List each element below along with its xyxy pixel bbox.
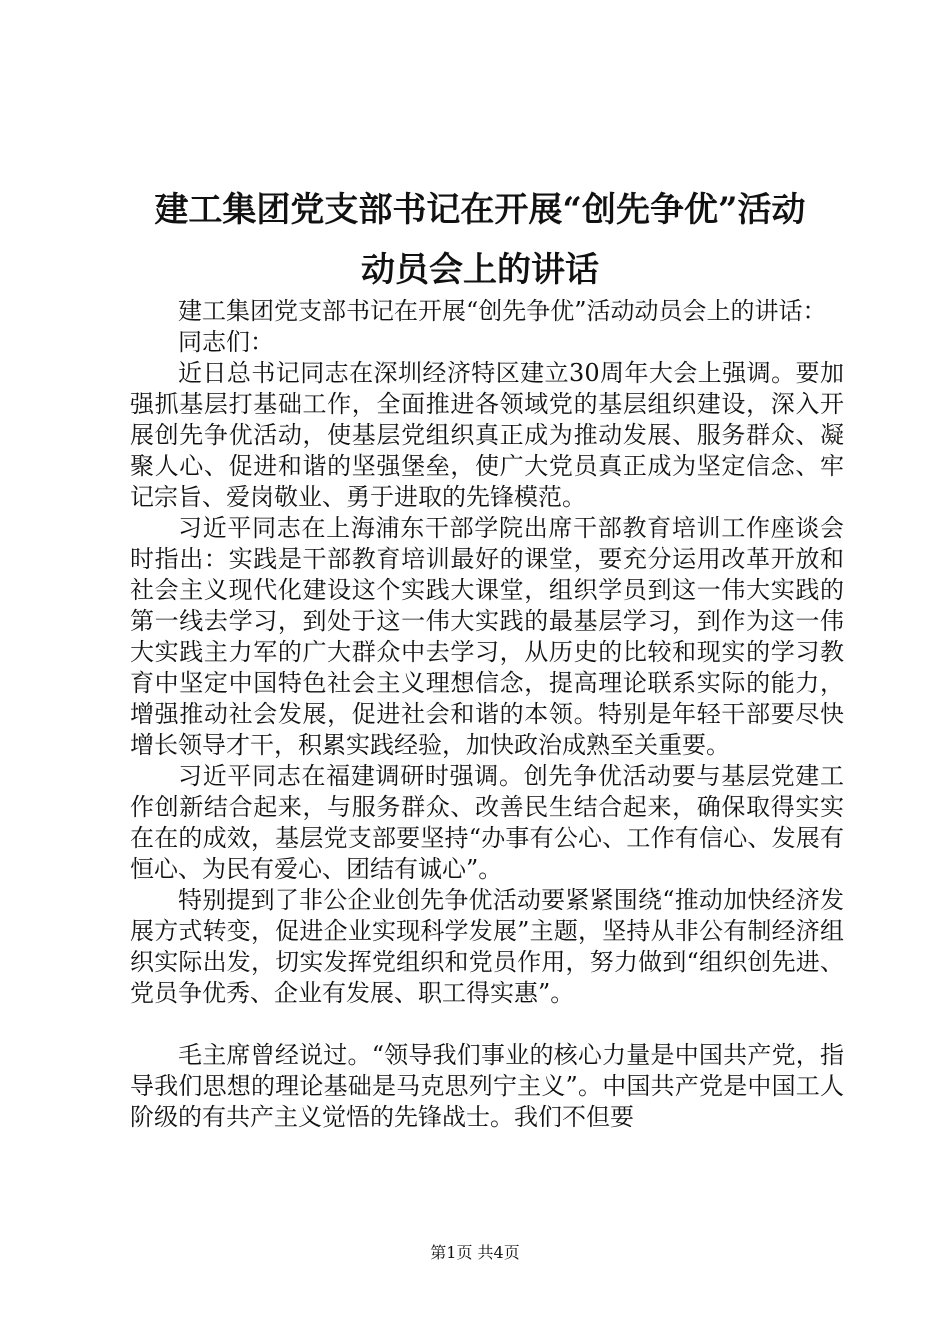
page-number-footer: 第1页 共4页 (430, 1243, 520, 1262)
paragraph: 习近平同志在上海浦东干部学院出席干部教育培训工作座谈会时指出：实践是干部教育培训最好的课堂，要充分运用改革开放和社会主义现代化建设这个实践大课堂，组织学员到这一伟大实践的第一线去学习，到处于这一伟大实践的最基层学习，到作为这一伟大实践主力军的广大群众中去学习，从历史的比较和现实的学习教育中坚定中国特色社会主义理想信念，提高理论联系实际的能力，增强推动社会发展，促进社会和谐的本领。特别是年轻干部要尽快增长领导才干，积累实践经验，加快政治成熟至关重要。 (130, 514, 844, 759)
document-title-line-2: 动员会上的讲话 (361, 250, 599, 290)
document-title-line-1: 建工集团党支部书记在开展“创先争优”活动 (154, 190, 806, 230)
paragraph-intro: 建工集团党支部书记在开展“创先争优”活动动员会上的讲话： (178, 297, 827, 325)
paragraph-salutation: 同志们： (178, 328, 274, 356)
paragraph: 毛主席曾经说过。“领导我们事业的核心力量是中国共产党，指导我们思想的理论基础是马克思列宁主义”。中国共产党是中国工人阶级的有共产主义觉悟的先锋战士。我们不但要 (130, 1041, 844, 1131)
paragraph: 近日总书记同志在深圳经济特区建立30周年大会上强调。要加强抓基层打基础工作，全面推进各领域党的基层组织建设，深入开展创先争优活动，使基层党组织真正成为推动发展、服务群众、凝聚人心、促进和谐的坚强堡垒，使广大党员真正成为坚定信念、牢记宗旨、爱岗敬业、勇于进取的先锋模范。 (130, 359, 844, 511)
paragraph: 特别提到了非公企业创先争优活动要紧紧围绕“推动加快经济发展方式转变，促进企业实现科学发展”主题，坚持从非公有制经济组织实际出发，切实发挥党组织和党员作用，努力做到“组织创先进、党员争优秀、企业有发展、职工得实惠”。 (130, 886, 844, 1007)
document-body (130, 296, 844, 1133)
paragraph: 习近平同志在福建调研时强调。创先争优活动要与基层党建工作创新结合起来，与服务群众、改善民生结合起来，确保取得实实在在的成效，基层党支部要坚持“办事有公心、工作有信心、发展有恒心、为民有爱心、团结有诚心”。 (130, 762, 844, 883)
